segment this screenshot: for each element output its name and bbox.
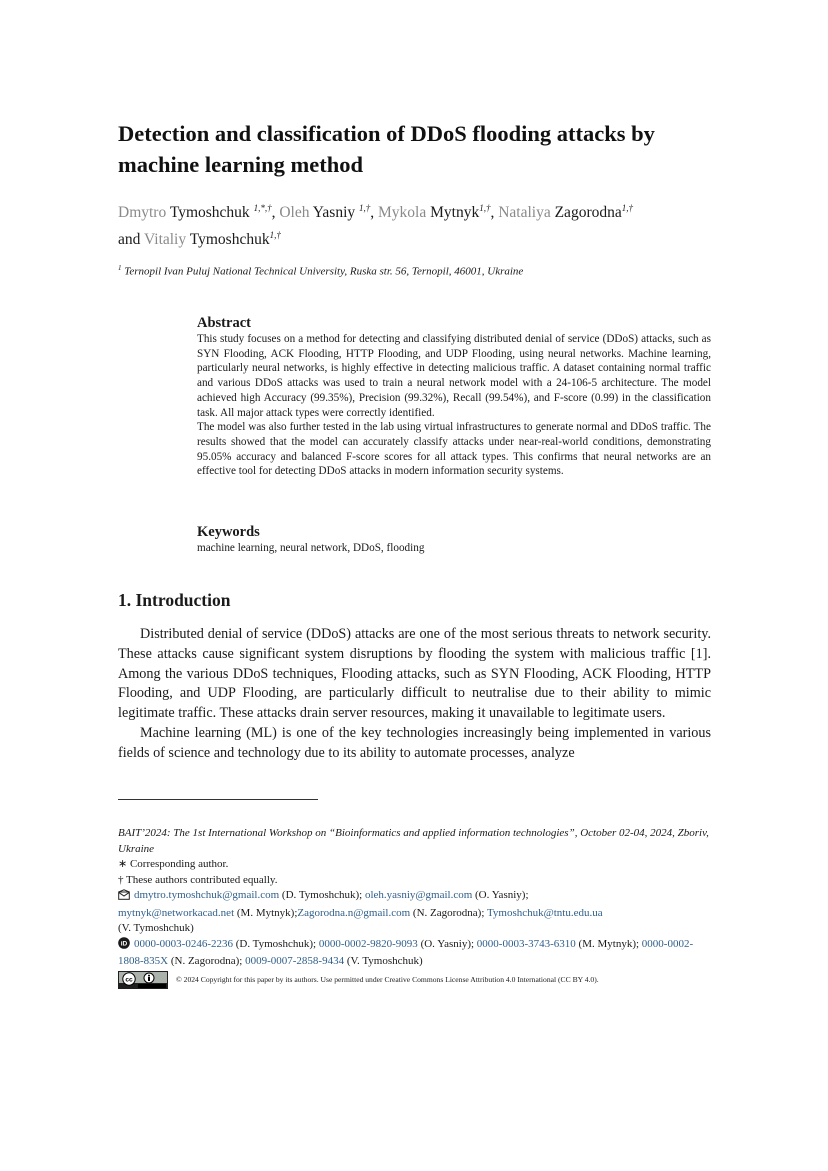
author-1 — [118, 204, 279, 221]
keywords-block — [197, 523, 711, 556]
orcid-owner: (D. Tymoshchuk); — [233, 937, 319, 950]
cc-by-badge[interactable] — [118, 971, 168, 989]
workshop-note: BAIT’2024: The 1st International Workshop on “Bioinformatics and applied information technologies”, October 02-04, 2024, Zboriv, Ukraine — [118, 827, 709, 855]
orcid-list — [118, 937, 711, 970]
envelope-icon — [118, 889, 130, 906]
author-2 — [279, 204, 378, 221]
author-3 — [378, 204, 498, 221]
affiliation — [118, 261, 711, 279]
email-link[interactable]: Zagorodna.n@gmail.com — [297, 906, 411, 919]
author-family-name: Mytnyk — [430, 204, 480, 222]
abstract-paragraph-2: The model was also further tested in the lab using virtual infrastructures to generate normal and DDoS traffic. The results showed that the model can accurately classify attacks under near-real-world conditions, demonstrating 95.05% accuracy and balanced F-score scores for all attack types. This confirms that neural networks are an effective tool for detecting DDoS attacks in modern information security systems. — [197, 421, 711, 478]
email-link[interactable]: dmytro.tymoshchuk@gmail.com — [134, 889, 280, 901]
author-marks: 1,† — [269, 230, 281, 241]
abstract-heading: Abstract — [197, 315, 251, 331]
orcid-link[interactable]: 0000-0003-3743-6310 — [476, 937, 576, 950]
keywords-text: machine learning, neural network, DDoS, flooding — [197, 542, 425, 554]
section-heading-introduction: 1. Introduction — [118, 590, 231, 610]
equal-contribution-note: † These authors contributed equally. — [118, 873, 278, 886]
email-link[interactable]: oleh.yasniy@gmail.com — [364, 889, 473, 901]
svg-text:cc: cc — [125, 976, 133, 984]
author-family-name: Yasniy — [312, 204, 356, 222]
email-link[interactable]: Tymoshchuk@tntu.edu.ua — [486, 906, 603, 919]
intro-paragraph-1: Distributed denial of service (DDoS) attacks are one of the most serious threats to network security. These attacks cause significant system disruptions by flooding the system with malicious traffic [1]. Among the various DDoS techniques, Flooding attacks, such as SYN Flooding, ACK Flooding, HTTP Flooding, and UDP Flooding, are particularly difficult to neutralise due to their ability to mimic legitimate traffic. These attacks drain server resources, making it unavailable to legitimate users. — [118, 626, 711, 722]
intro-paragraph-2: Machine learning (ML) is one of the key technologies increasingly being implemented in various fields of science and technology due to its ability to automate processes, analyze — [118, 724, 711, 761]
email-owner: (D. Tymoshchuk); — [279, 889, 365, 901]
affiliation-mark: 1 — [118, 264, 122, 272]
abstract-block — [197, 314, 711, 479]
author-marks: 1,*,† — [253, 203, 272, 213]
orcid-owner: (M. Mytnyk); — [575, 937, 642, 950]
affiliation-text: Ternopil Ivan Puluj National Technical University, Ruska str. 56, Ternopil, 46001, Ukraine — [124, 265, 524, 278]
author-4 — [498, 204, 633, 221]
author-given-name: Vitaliy — [144, 231, 187, 249]
introduction-body — [118, 625, 711, 764]
author-given-name: Nataliya — [498, 204, 551, 222]
author-marks: 1,† — [479, 203, 491, 213]
author-given-name: Mykola — [378, 204, 427, 222]
author-family-name: Tymoshchuk — [169, 204, 250, 222]
author-separator: , — [271, 204, 280, 222]
footnotes — [118, 826, 711, 989]
orcid-owner: (N. Zagorodna); — [168, 955, 246, 967]
footnote-divider — [118, 799, 318, 800]
author-marks: 1,† — [359, 203, 371, 213]
author-separator: , — [490, 204, 499, 222]
authors-and: and — [118, 231, 141, 249]
abstract-paragraph-1: This study focuses on a method for detecting and classifying distributed denial of service (DDoS) attacks, such as SYN Flooding, ACK Flooding, HTTP Flooding, and UDP Flooding, using neural networks. Machine learning, particularly neural networks, is highly effective in detecting malicious traffic. A dataset containing normal traffic and various DDoS attacks was used to train a neural network model with a 24-106-5 architecture. The model achieved high Accuracy (99.35%), Precision (99.32%), Recall (99.54%), and F-score (0.99) in the classification task. All major attack types were correctly identified. — [197, 333, 711, 419]
paper-title: Detection and classification of DDoS flooding attacks by machine learning method — [118, 121, 655, 177]
author-given-name: Oleh — [279, 204, 310, 222]
copyright-text: © 2024 Copyright for this paper by its authors. Use permitted under Creative Commons License Attribution 4.0 International (CC BY 4.0). — [176, 974, 599, 984]
orcid-owner: (V. Tymoshchuk) — [344, 955, 423, 967]
email-list — [118, 888, 711, 937]
author-separator: , — [370, 204, 379, 222]
author-given-name: Dmytro — [118, 204, 167, 222]
orcid-link[interactable]: 0000-0002-9820-9093 — [318, 937, 418, 950]
corresponding-note: ∗ Corresponding author. — [118, 858, 229, 870]
email-owner: (V. Tymoshchuk) — [118, 922, 194, 934]
orcid-owner: (O. Yasniy); — [417, 937, 477, 950]
author-5 — [144, 231, 281, 248]
email-link[interactable]: mytnyk@networkacad.net — [118, 906, 235, 919]
email-owner: (N. Zagorodna); — [410, 906, 487, 919]
author-family-name: Zagorodna — [554, 204, 622, 222]
email-owner: (O. Yasniy); — [472, 889, 529, 901]
author-list — [118, 197, 711, 251]
keywords-heading: Keywords — [197, 524, 260, 540]
orcid-icon — [118, 937, 130, 955]
orcid-link[interactable]: 0000-0002-1808-835X — [118, 937, 694, 967]
license-row — [118, 971, 711, 989]
svg-text:iD: iD — [120, 939, 128, 947]
orcid-link[interactable]: 0000-0003-0246-2236 — [134, 937, 233, 950]
email-owner: (M. Mytnyk); — [234, 906, 298, 919]
author-family-name: Tymoshchuk — [189, 231, 270, 249]
author-marks: 1,† — [621, 203, 633, 213]
orcid-link[interactable]: 0009-0007-2858-9434 — [245, 955, 345, 967]
